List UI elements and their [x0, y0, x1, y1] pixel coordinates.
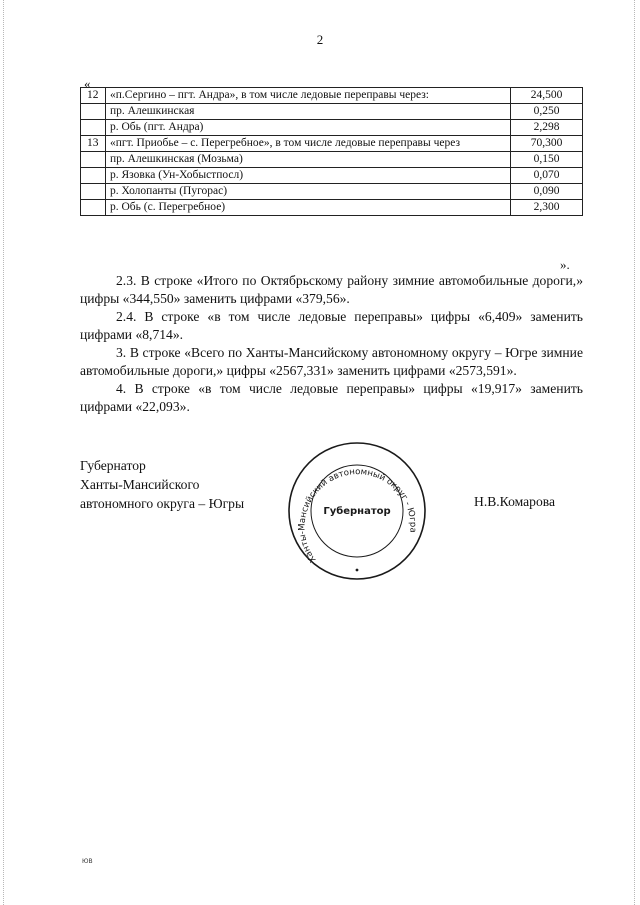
signer-title-line: Ханты-Мансийского — [80, 477, 200, 492]
paragraph-4: 4. В строке «в том числе ледовые переправы» цифры «19,917» заменить цифрами «22,093». — [80, 381, 583, 414]
paragraph-2-4: 2.4. В строке «в том числе ледовые переправы» цифры «6,409» заменить цифрами «8,714». — [80, 309, 583, 342]
signer-title-line: Губернатор — [80, 458, 146, 473]
signer-name: Н.В.Комарова — [474, 494, 556, 509]
seal-dot — [356, 569, 359, 572]
row-number — [81, 200, 106, 216]
row-name: р. Обь (с. Перегребное) — [106, 200, 511, 216]
right-edge-border — [634, 0, 635, 905]
row-name: пр. Алешкинская (Мозьма) — [106, 152, 511, 168]
row-name: р. Язовка (Ун-Хобыстпосл) — [106, 168, 511, 184]
page-number: 2 — [316, 32, 324, 47]
table-row — [81, 88, 583, 104]
governor-seal — [286, 440, 428, 582]
table-row — [81, 168, 583, 184]
row-number — [81, 104, 106, 120]
row-name: р. Холопанты (Пугорас) — [106, 184, 511, 200]
row-value: 24,500 — [511, 88, 583, 104]
row-name: «пгт. Приобье – с. Перегребное», в том числе ледовые переправы через — [106, 136, 511, 152]
row-value: 2,300 — [511, 200, 583, 216]
paragraph-3: 3. В строке «Всего по Ханты-Мансийскому автономному округу – Югре зимние автомобильные дороги,» цифры «2567,331» заменить цифрами «2573,591». — [80, 345, 583, 378]
seal-ring-text: Ханты-Мансийский автономный округ - Югра — [297, 467, 418, 565]
table-row — [81, 200, 583, 216]
row-value: 2,298 — [511, 120, 583, 136]
row-name: р. Обь (пгт. Андра) — [106, 120, 511, 136]
row-value: 0,150 — [511, 152, 583, 168]
row-value: 0,070 — [511, 168, 583, 184]
row-number: 12 — [81, 88, 106, 104]
row-number — [81, 184, 106, 200]
row-name: «п.Сергино – пгт. Андра», в том числе ледовые переправы через: — [106, 88, 511, 104]
row-value: 0,090 — [511, 184, 583, 200]
row-number — [81, 168, 106, 184]
table-row — [81, 152, 583, 168]
routes-table — [80, 87, 583, 216]
signer-title — [80, 456, 244, 513]
paragraph-2-3: 2.3. В строке «Итого по Октябрьскому району зимние автомобильные дороги,» цифры «344,550» заменить цифрами «379,56». — [80, 273, 583, 306]
table-row — [81, 120, 583, 136]
opening-quote: « — [84, 76, 91, 91]
row-value: 0,250 — [511, 104, 583, 120]
footer-mark: ЮВ — [82, 858, 93, 865]
routes-table-body — [81, 88, 583, 216]
seal-center-text: Губернатор — [323, 506, 391, 517]
row-value: 70,300 — [511, 136, 583, 152]
table-row — [81, 104, 583, 120]
row-number: 13 — [81, 136, 106, 152]
table-row — [81, 184, 583, 200]
left-edge-border — [3, 0, 4, 905]
row-name: пр. Алешкинская — [106, 104, 511, 120]
row-number — [81, 152, 106, 168]
row-number — [81, 120, 106, 136]
signer-title-line: автономного округа – Югры — [80, 496, 245, 511]
table-row — [81, 136, 583, 152]
amendment-paragraphs — [80, 272, 583, 416]
closing-quote: ». — [560, 257, 570, 272]
